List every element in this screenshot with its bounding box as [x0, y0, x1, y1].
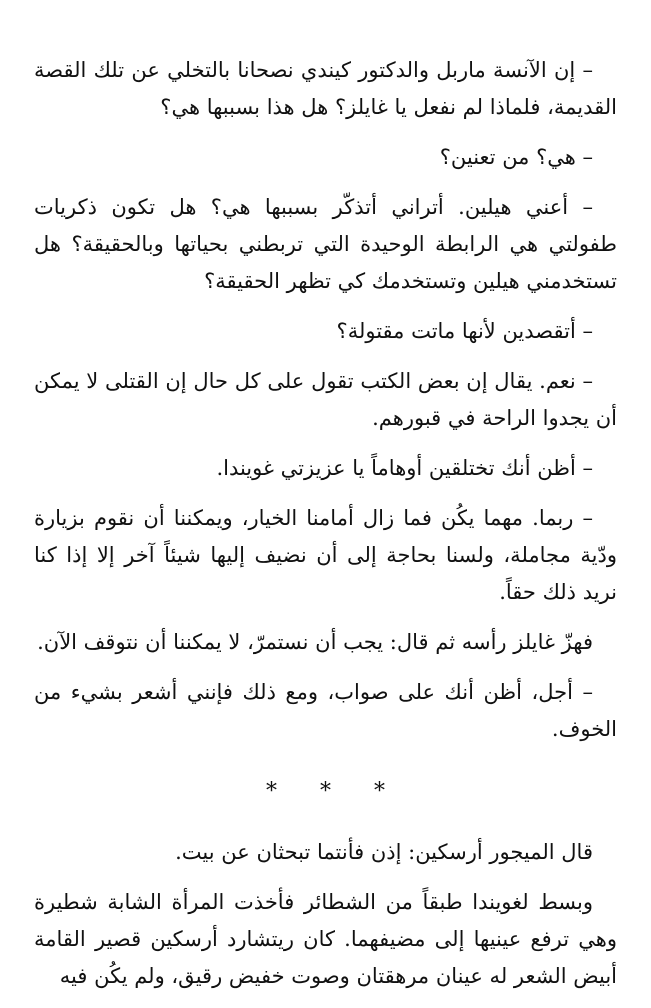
book-page — [34, 52, 617, 1008]
paragraph: – أجل، أظن أنك على صواب، ومع ذلك فإنني أشعر بشيء من الخوف. — [34, 680, 617, 741]
paragraph: – أتقصدين لأنها ماتت مقتولة؟ — [336, 319, 593, 343]
paragraph: – هي؟ من تعنين؟ — [439, 145, 593, 169]
paragraph: – ربما. مهما يكُن فما زال أمامنا الخيار، ويمكننا أن نقوم بزيارة ودّية مجاملة، ولسنا بحاجة إلى أن نضيف إليها شيئاً آخر إلا إذا كنا نريد ذلك حقاً. — [34, 506, 617, 604]
paragraph: قال الميجور أرسكين: إذن فأنتما تبحثان عن بيت. — [175, 840, 593, 864]
paragraph: – أظن أنك تختلقين أوهاماً يا عزيزتي غويندا. — [216, 456, 593, 480]
paragraph: – أعني هيلين. أتراني أتذكّر بسببها هي؟ هل تكون ذكريات طفولتي هي الرابطة الوحيدة التي تربطني بحياتها وبالحقيقة؟ هل تستخدمني هيلين وتستخدمك كي تظهر الحقيقة؟ — [34, 195, 617, 293]
section-separator: * * * — [266, 779, 403, 804]
paragraph: – إن الآنسة ماربل والدكتور كيندي نصحانا بالتخلي عن تلك القصة القديمة، فلماذا لم نفعل يا غايلز؟ هل هذا بسببها هي؟ — [34, 58, 617, 119]
paragraph: فهزّ غايلز رأسه ثم قال: يجب أن نستمرّ، لا يمكننا أن نتوقف الآن. — [37, 630, 593, 654]
paragraph: – نعم. يقال إن بعض الكتب تقول على كل حال إن القتلى لا يمكن أن يجدوا الراحة في قبورهم. — [34, 369, 617, 430]
paragraph: وبسط لغويندا طبقاً من الشطائر فأخذت المرأة الشابة شطيرة وهي ترفع عينيها إلى مضيفهما. كان ريتشارد أرسكين قصير القامة أبيض الشعر له عينان مرهقتان وصوت خفيض رقيق، ولم يكُن فيه — [34, 890, 617, 988]
